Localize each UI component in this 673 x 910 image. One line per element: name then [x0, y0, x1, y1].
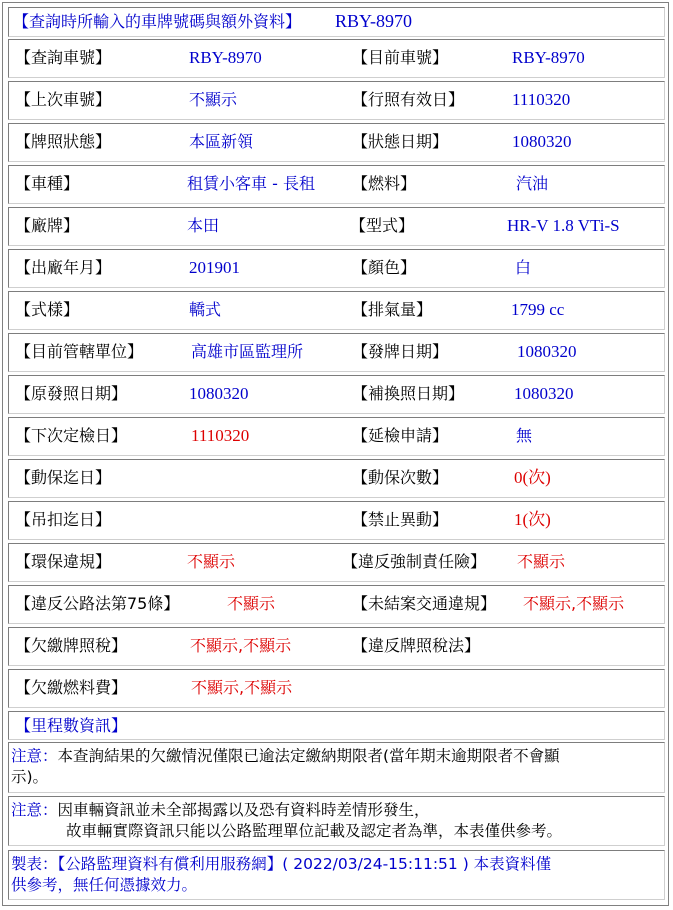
fuel-value: 汽油 [516, 174, 549, 193]
original-issue-date-label: 【原發照日期】 [15, 384, 128, 403]
mileage-section [8, 711, 665, 740]
unpaid-fuel-fee-value: 不顯示,不顯示 [191, 678, 293, 697]
note-producer-text-2: 供參考，無任何憑據效力。 [11, 876, 198, 894]
info-row-lien-end [8, 459, 665, 498]
unpaid-license-tax-label: 【欠繳牌照稅】 [15, 636, 128, 655]
note-producer-head: 製表： [11, 855, 58, 873]
displacement-label: 【排氣量】 [352, 300, 433, 319]
info-row-body-style [8, 291, 665, 330]
note-disclaimer [8, 796, 665, 846]
next-inspection-label: 【下次定檢日】 [15, 426, 128, 445]
jurisdiction-label: 【目前管轄單位】 [15, 342, 144, 361]
license-valid-date-label: 【行照有效日】 [352, 90, 465, 109]
info-row-suspension-end [8, 501, 665, 540]
inspection-extension-value: 無 [516, 426, 533, 445]
current-plate-value: RBY-8970 [512, 48, 585, 67]
query-header-label: 【查詢時所輸入的車牌號碼與額外資料】 [13, 12, 302, 31]
plate-issue-date-label: 【發牌日期】 [352, 342, 449, 361]
compulsory-insurance-violation-label: 【違反強制責任險】 [342, 552, 487, 571]
fuel-label: 【燃料】 [352, 174, 417, 193]
info-row-previous-plate [8, 81, 665, 120]
vehicle-type-value: 租賃小客車 - 長租 [187, 174, 315, 193]
previous-plate-value: 不顯示 [189, 90, 238, 109]
highway-act-violation-value: 不顯示 [227, 594, 276, 613]
manufacture-date-label: 【出廠年月】 [15, 258, 112, 277]
info-row-unpaid-license-tax [8, 627, 665, 666]
info-row-jurisdiction [8, 333, 665, 372]
note-overdue-head: 注意： [11, 747, 58, 765]
note-disclaimer-text-2: 故車輛實際資訊只能以公路監理單位記載及認定者為準，本表僅供參考。 [66, 822, 563, 840]
displacement-value: 1799 cc [511, 300, 565, 319]
query-plate-label: 【查詢車號】 [15, 48, 112, 67]
lien-end-label: 【動保迄日】 [15, 468, 112, 487]
model-label: 【型式】 [350, 216, 415, 235]
note-disclaimer-text: 因車輛資訊並未全部揭露以及恐有資料時差情形發生， [57, 801, 430, 819]
next-inspection-value: 1110320 [191, 426, 250, 445]
info-row-vehicle-type [8, 165, 665, 204]
note-overdue-text-2: 示)。 [11, 768, 49, 786]
inspection-extension-label: 【延檢申請】 [352, 426, 449, 445]
query-header-plate: RBY-8970 [335, 11, 413, 31]
status-date-label: 【狀態日期】 [352, 132, 449, 151]
color-label: 【顏色】 [352, 258, 417, 277]
body-style-value: 轎式 [189, 300, 222, 319]
transfer-ban-label: 【禁止異動】 [352, 510, 449, 529]
original-issue-date-value: 1080320 [189, 384, 249, 403]
info-row-plate-status [8, 123, 665, 162]
info-row-environmental-violation [8, 543, 665, 582]
plate-status-value: 本區新領 [189, 132, 254, 151]
transfer-ban-value: 1(次) [514, 510, 551, 529]
info-row-query-plate [8, 39, 665, 78]
plate-status-label: 【牌照狀態】 [15, 132, 112, 151]
note-producer [8, 850, 665, 900]
plate-issue-date-value: 1080320 [517, 342, 577, 361]
note-overdue [8, 742, 665, 793]
lien-count-label: 【動保次數】 [352, 468, 449, 487]
info-row-next-inspection [8, 417, 665, 456]
unpaid-license-tax-value: 不顯示,不顯示 [190, 636, 292, 655]
info-row-highway-act-violation [8, 585, 665, 624]
jurisdiction-value: 高雄市區監理所 [191, 342, 304, 361]
info-row-brand [8, 207, 665, 246]
highway-act-violation-label: 【違反公路法第75條】 [15, 594, 180, 613]
mileage-label: 【里程數資訊】 [15, 716, 128, 735]
pending-traffic-violation-label: 【未結案交通違規】 [352, 594, 497, 613]
brand-label: 【廠牌】 [15, 216, 80, 235]
query-plate-value: RBY-8970 [189, 48, 262, 67]
vehicle-type-label: 【車種】 [15, 174, 80, 193]
reissue-date-label: 【補換照日期】 [352, 384, 465, 403]
environmental-violation-value: 不顯示 [187, 552, 236, 571]
info-row-original-issue-date [8, 375, 665, 414]
brand-value: 本田 [187, 216, 220, 235]
current-plate-label: 【目前車號】 [352, 48, 449, 67]
pending-traffic-violation-value: 不顯示,不顯示 [523, 594, 625, 613]
manufacture-date-value: 201901 [189, 258, 240, 277]
model-value: HR-V 1.8 VTi-S [507, 216, 620, 235]
environmental-violation-label: 【環保違規】 [15, 552, 112, 571]
license-tax-violation-label: 【違反牌照稅法】 [352, 636, 481, 655]
body-style-label: 【式樣】 [15, 300, 80, 319]
query-header [8, 7, 665, 37]
status-date-value: 1080320 [512, 132, 572, 151]
note-producer-text: 【公路監理資料有償利用服務網】( 2022/03/24-15:11:51 ) 本表資料僅 [57, 855, 552, 873]
compulsory-insurance-violation-value: 不顯示 [517, 552, 566, 571]
previous-plate-label: 【上次車號】 [15, 90, 112, 109]
note-overdue-text: 本查詢結果的欠繳情況僅限已逾法定繳納期限者(當年期末逾期限者不會顯 [57, 747, 560, 765]
info-row-manufacture-date [8, 249, 665, 288]
color-value: 白 [515, 258, 532, 277]
lien-count-value: 0(次) [514, 468, 551, 487]
suspension-end-label: 【吊扣迄日】 [15, 510, 112, 529]
unpaid-fuel-fee-label: 【欠繳燃料費】 [15, 678, 128, 697]
license-valid-date-value: 1110320 [512, 90, 571, 109]
reissue-date-value: 1080320 [514, 384, 574, 403]
info-row-unpaid-fuel-fee [8, 669, 665, 708]
note-disclaimer-head: 注意： [11, 801, 58, 819]
